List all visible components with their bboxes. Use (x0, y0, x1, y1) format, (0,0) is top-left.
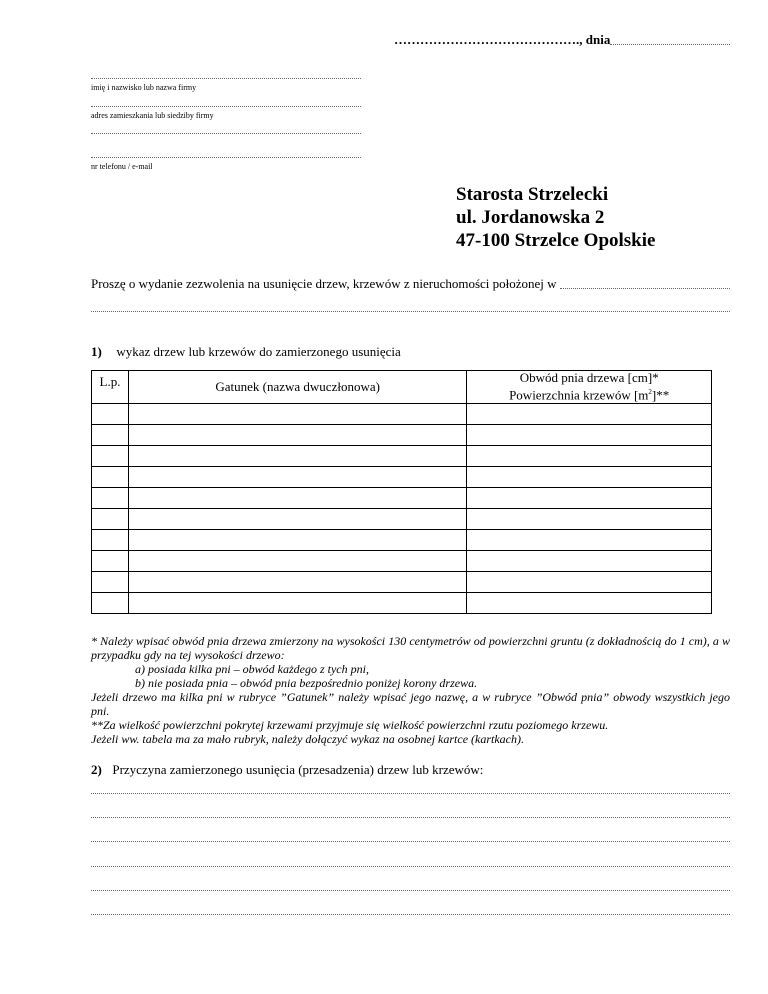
section2-number: 2) (91, 762, 102, 777)
cell-species[interactable] (128, 425, 466, 446)
cell-species[interactable] (128, 467, 466, 488)
cell-lp[interactable] (92, 404, 129, 425)
footnote-1: * Należy wpisać obwód pnia drzewa zmierzony na wysokości 130 centymetrów od powierzchni gruntu (z dokładnością do 1 cm), a w przypadku gdy na tej wysokości drzewo: (91, 634, 730, 662)
cell-measure[interactable] (467, 572, 712, 593)
column-measure (467, 371, 712, 404)
section2-heading (91, 762, 483, 777)
applicant-phone-line[interactable] (91, 157, 361, 158)
recipient-address (456, 183, 655, 252)
trees-table (91, 370, 712, 614)
footnotes (91, 634, 730, 746)
cell-species[interactable] (128, 404, 466, 425)
cell-lp[interactable] (92, 593, 129, 614)
cell-species[interactable] (128, 551, 466, 572)
reason-line[interactable] (91, 817, 730, 818)
applicant-name-caption: imię i nazwisko lub nazwa firmy (91, 83, 197, 92)
applicant-phone-caption: nr telefonu / e-mail (91, 162, 153, 171)
reason-line[interactable] (91, 866, 730, 867)
cell-lp[interactable] (92, 530, 129, 551)
footnote-4: Jeżeli ww. tabela ma za mało rubryk, należy dołączyć wykaz na osobnej kartce (kartkach). (91, 732, 525, 746)
table-row (92, 572, 712, 593)
cell-species[interactable] (128, 530, 466, 551)
reason-line[interactable] (91, 841, 730, 842)
table-row (92, 530, 712, 551)
property-location-line-2[interactable] (91, 311, 730, 312)
applicant-address-caption: adres zamieszkania lub siedziby firmy (91, 111, 214, 120)
cell-species[interactable] (128, 488, 466, 509)
footnote-3: **Za wielkość powierzchni pokrytej krzewami przyjmuje się wielkość powierzchni rzutu poziomego krzewu. (91, 718, 609, 732)
table-row (92, 446, 712, 467)
property-location-line[interactable] (560, 288, 730, 289)
footnote-1b: b) nie posiada pnia – obwód pnia bezpośrednio poniżej korony drzewa. (135, 676, 478, 690)
cell-lp[interactable] (92, 488, 129, 509)
cell-lp[interactable] (92, 446, 129, 467)
section1-title: wykaz drzew lub krzewów do zamierzonego usunięcia (116, 344, 401, 359)
cell-measure[interactable] (467, 446, 712, 467)
reason-line[interactable] (91, 890, 730, 891)
cell-species[interactable] (128, 446, 466, 467)
column-measure-line-2: Powierzchnia krzewów $[m^2]**$ (509, 387, 670, 403)
cell-lp[interactable] (92, 572, 129, 593)
section1-heading (91, 344, 401, 359)
request-text: Proszę o wydanie zezwolenia na usunięcie drzew, krzewów z nieruchomości położonej w (91, 276, 557, 291)
section1-number: 1) (91, 344, 102, 359)
table-row (92, 404, 712, 425)
cell-measure[interactable] (467, 509, 712, 530)
reason-line[interactable] (91, 793, 730, 794)
date-field (394, 32, 610, 48)
cell-lp[interactable] (92, 551, 129, 572)
cell-measure[interactable] (467, 488, 712, 509)
table-row (92, 488, 712, 509)
cell-lp[interactable] (92, 509, 129, 530)
column-measure-line-1: Obwód pnia drzewa [cm]* (519, 370, 659, 386)
table-row (92, 593, 712, 614)
applicant-address-line-2[interactable] (91, 133, 361, 134)
cell-measure[interactable] (467, 404, 712, 425)
table-row (92, 551, 712, 572)
applicant-address-line[interactable] (91, 106, 361, 107)
table-row (92, 425, 712, 446)
recipient-line-2: ul. Jordanowska 2 (456, 207, 605, 228)
recipient-line-3: 47-100 Strzelce Opolskie (456, 230, 656, 251)
cell-species[interactable] (128, 593, 466, 614)
cell-measure[interactable] (467, 530, 712, 551)
table-row (92, 509, 712, 530)
cell-measure[interactable] (467, 551, 712, 572)
cell-measure[interactable] (467, 425, 712, 446)
recipient-line-1: Starosta Strzelecki (456, 184, 609, 205)
table-header-row (92, 371, 712, 404)
footnote-2: Jeżeli drzewo ma kilka pni w rubryce ”Gatunek” należy wpisać jego nazwę, a w rubryce ”Obwód pnia” obwody wszystkich jego pni. (91, 690, 730, 718)
table-row (92, 467, 712, 488)
date-place-dots: ……………………………………., dnia (394, 32, 611, 47)
cell-lp[interactable] (92, 425, 129, 446)
section2-title: Przyczyna zamierzonego usunięcia (przesadzenia) drzew lub krzewów: (112, 762, 484, 777)
cell-species[interactable] (128, 509, 466, 530)
date-line[interactable] (610, 44, 730, 45)
reason-line[interactable] (91, 914, 730, 915)
applicant-name-line[interactable] (91, 78, 361, 79)
cell-lp[interactable] (92, 467, 129, 488)
cell-measure[interactable] (467, 593, 712, 614)
footnote-1a: a) posiada kilka pni – obwód każdego z tych pni, (135, 662, 369, 676)
cell-species[interactable] (128, 572, 466, 593)
cell-measure[interactable] (467, 467, 712, 488)
column-species: Gatunek (nazwa dwuczłonowa) (128, 371, 466, 404)
column-lp: L.p. (92, 371, 129, 404)
